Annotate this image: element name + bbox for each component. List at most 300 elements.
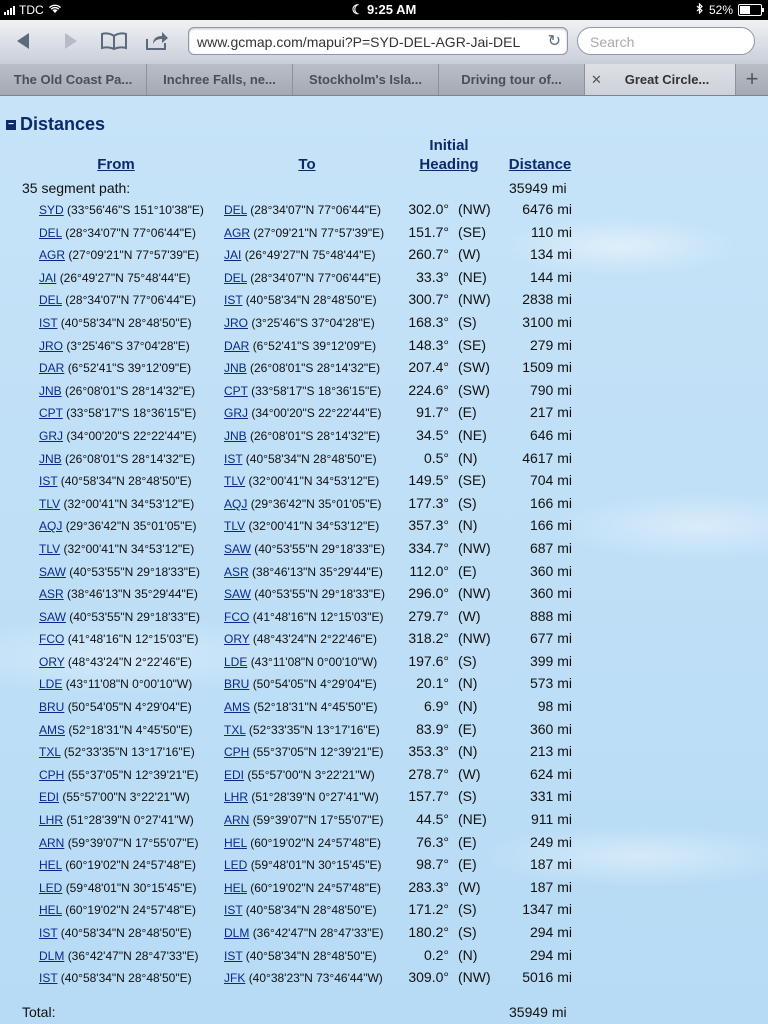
tab-stockholm[interactable]: Stockholm's Isla... xyxy=(293,64,439,95)
share-button[interactable] xyxy=(144,28,170,54)
from-airport-link[interactable]: AMS xyxy=(39,722,66,737)
distance-value: 2838 mi xyxy=(522,291,572,308)
heading-value: 112.0° xyxy=(409,562,449,579)
table-row xyxy=(0,786,768,809)
table-row xyxy=(0,606,768,629)
new-tab-button[interactable]: + xyxy=(735,64,768,95)
battery-fill xyxy=(740,6,750,14)
to-cell xyxy=(224,429,380,443)
from-airport-link[interactable]: LDE xyxy=(39,677,63,692)
from-cell xyxy=(39,655,192,669)
table-row xyxy=(0,583,768,606)
heading-value: 353.3° xyxy=(408,743,449,760)
from-coordinates: (51°28'39"N 0°27'41"W) xyxy=(66,813,194,828)
from-coordinates: (48°43'24"N 2°22'46"E) xyxy=(67,654,193,669)
distance-value: 294 mi xyxy=(529,924,572,940)
table-row xyxy=(0,651,768,674)
from-cell xyxy=(39,452,195,466)
from-coordinates: (27°09'21"N 77°57'39"E) xyxy=(68,248,200,263)
to-coordinates: (40°58'34"N 28°48'50"E) xyxy=(245,948,377,963)
to-cell xyxy=(224,858,381,872)
to-cell xyxy=(224,339,376,353)
from-sort-link[interactable]: From xyxy=(97,156,135,173)
from-cell xyxy=(39,858,196,872)
book-icon xyxy=(101,32,127,50)
to-airport-link[interactable]: IST xyxy=(224,948,243,963)
from-airport-link[interactable]: CPH xyxy=(39,767,65,782)
to-coordinates: (6°52'41"S 39°12'09"E) xyxy=(252,338,377,353)
to-coordinates: (28°34'07"N 77°06'44"E) xyxy=(250,270,382,285)
from-cell xyxy=(39,723,192,737)
heading-value: 300.7° xyxy=(408,291,449,308)
distance-value: 166 mi xyxy=(529,517,572,534)
table-row xyxy=(0,515,768,538)
to-coordinates: (28°34'07"N 77°06'44"E) xyxy=(250,203,382,217)
header-initial: Initial xyxy=(429,137,469,154)
from-coordinates: (36°42'47"N 28°47'33"E) xyxy=(67,948,199,963)
from-airport-link[interactable]: IST xyxy=(39,971,58,986)
from-coordinates: (55°57'00"N 3°22'21"W) xyxy=(62,790,190,805)
table-row xyxy=(0,673,768,696)
to-cell xyxy=(224,203,381,217)
to-airport-link[interactable]: AQJ xyxy=(224,496,248,511)
from-cell xyxy=(39,203,204,217)
from-cell xyxy=(39,497,194,511)
to-cell xyxy=(224,361,380,375)
from-coordinates: (26°08'01"S 28°14'32"E) xyxy=(65,383,196,398)
from-coordinates: (52°33'35"N 13°17'16"E) xyxy=(63,745,195,760)
to-airport-link[interactable]: JNB xyxy=(224,428,247,443)
to-coordinates: (32°00'41"N 34°53'12"E) xyxy=(248,474,380,489)
tab-old-coast[interactable]: The Old Coast Pa... xyxy=(0,64,147,95)
distance-value: 98 mi xyxy=(537,698,572,715)
to-airport-link[interactable]: JRO xyxy=(224,315,248,330)
from-airport-link[interactable]: IST xyxy=(39,315,58,330)
from-coordinates: (26°08'01"S 28°14'32"E) xyxy=(65,451,196,466)
cardinal-direction: (NW) xyxy=(458,630,491,647)
forward-button[interactable] xyxy=(58,28,82,54)
from-coordinates: (33°56'46"S 151°10'38"E) xyxy=(67,203,204,217)
to-airport-link[interactable]: EDI xyxy=(224,767,245,782)
to-cell xyxy=(224,836,381,850)
to-cell xyxy=(224,384,381,398)
moon-icon: ☾ xyxy=(351,2,364,17)
distance-value: 1509 mi xyxy=(522,359,572,376)
from-cell xyxy=(39,293,196,307)
table-row xyxy=(0,899,768,922)
from-cell xyxy=(39,926,192,940)
from-coordinates: (34°00'20"S 22°22'44"E) xyxy=(66,428,197,443)
to-sort-link[interactable]: To xyxy=(298,156,316,173)
to-coordinates: (59°39'07"N 17°55'07"E) xyxy=(252,813,384,828)
search-box[interactable] xyxy=(577,27,755,55)
to-airport-link[interactable]: FCO xyxy=(224,609,250,624)
share-icon xyxy=(145,31,169,51)
distance-value: 646 mi xyxy=(529,426,572,443)
to-cell xyxy=(224,768,375,782)
from-airport-link[interactable]: JNB xyxy=(39,451,62,466)
table-row xyxy=(0,470,768,493)
to-coordinates: (52°33'35"N 13°17'16"E) xyxy=(248,722,380,737)
address-bar[interactable] xyxy=(188,27,568,55)
distance-value: 6476 mi xyxy=(522,201,572,217)
table-row xyxy=(0,538,768,561)
to-coordinates: (34°00'20"S 22°22'44"E) xyxy=(251,406,382,421)
heading-value: 283.3° xyxy=(408,878,449,895)
to-airport-link[interactable]: LDE xyxy=(224,654,248,669)
tab-inchree-falls[interactable]: Inchree Falls, ne... xyxy=(147,64,293,95)
distance-value: 360 mi xyxy=(529,585,572,602)
from-airport-link[interactable]: ARN xyxy=(39,835,65,850)
to-coordinates: (60°19'02"N 24°57'48"E) xyxy=(250,880,382,895)
from-airport-link[interactable]: DLM xyxy=(39,948,65,963)
to-cell xyxy=(224,497,381,511)
cardinal-direction: (E) xyxy=(458,856,477,873)
to-coordinates: (40°58'34"N 28°48'50"E) xyxy=(245,451,377,466)
distance-sort-link[interactable]: Distance xyxy=(508,156,572,173)
from-coordinates: (59°39'07"N 17°55'07"E) xyxy=(67,835,199,850)
to-airport-link[interactable]: TXL xyxy=(224,722,246,737)
table-row xyxy=(0,289,768,312)
table-row xyxy=(0,312,768,335)
from-airport-link[interactable]: AGR xyxy=(39,248,66,263)
to-cell xyxy=(224,587,385,601)
battery-icon xyxy=(738,4,762,16)
from-airport-link[interactable]: DEL xyxy=(39,225,62,240)
distance-value: 134 mi xyxy=(529,246,572,263)
section-title: Distances xyxy=(20,114,106,134)
cardinal-direction: (NW) xyxy=(458,969,491,986)
to-airport-link[interactable]: JFK xyxy=(224,971,246,986)
heading-value: 334.7° xyxy=(408,539,449,556)
cardinal-direction: (W) xyxy=(458,607,481,624)
from-airport-link[interactable]: SAW xyxy=(39,564,66,579)
cardinal-direction: (S) xyxy=(458,788,477,805)
to-coordinates: (59°48'01"N 30°15'45"E) xyxy=(250,858,382,873)
heading-value: 76.3° xyxy=(416,833,449,850)
browser-toolbar xyxy=(0,20,768,65)
status-right xyxy=(696,3,762,17)
cardinal-direction: (NW) xyxy=(458,585,491,602)
distance-value: 3100 mi xyxy=(522,313,572,330)
to-coordinates: (3°25'46"S 37°04'28"E) xyxy=(251,315,375,330)
distance-value: 144 mi xyxy=(529,268,572,285)
from-coordinates: (40°58'34"N 28°48'50"E) xyxy=(60,315,192,330)
from-airport-link[interactable]: JRO xyxy=(39,338,63,353)
to-coordinates: (29°36'42"N 35°01'05"E) xyxy=(250,496,382,511)
from-airport-link[interactable]: GRJ xyxy=(39,428,63,443)
from-cell xyxy=(39,565,200,579)
search-input[interactable] xyxy=(588,33,742,51)
cardinal-direction: (W) xyxy=(458,765,481,782)
to-airport-link[interactable]: AMS xyxy=(224,700,251,715)
to-airport-link[interactable]: JAI xyxy=(224,248,242,263)
to-cell xyxy=(224,790,379,804)
to-airport-link[interactable]: CPH xyxy=(224,745,250,760)
close-tab-icon[interactable]: ✕ xyxy=(591,72,602,87)
from-airport-link[interactable]: LED xyxy=(39,880,63,895)
from-cell xyxy=(39,519,196,533)
distance-value: 4617 mi xyxy=(522,449,572,466)
table-row xyxy=(0,877,768,900)
table-row xyxy=(0,696,768,719)
tab-bar xyxy=(0,64,768,96)
distance-value: 217 mi xyxy=(529,404,572,421)
from-airport-link[interactable]: ORY xyxy=(39,654,65,669)
from-cell xyxy=(39,474,192,488)
from-cell xyxy=(39,339,190,353)
to-airport-link[interactable]: TLV xyxy=(224,474,246,489)
to-airport-link[interactable]: DEL xyxy=(224,270,247,285)
clock-label: 9:25 AM xyxy=(366,2,417,17)
distance-value: 187 mi xyxy=(529,856,572,873)
to-airport-link[interactable]: BRU xyxy=(224,677,250,692)
from-cell xyxy=(39,971,192,985)
from-coordinates: (50°54'05"N 4°29'04"E) xyxy=(67,700,192,715)
to-coordinates: (48°43'24"N 2°22'46"E) xyxy=(252,632,378,647)
from-cell xyxy=(39,271,190,285)
table-row xyxy=(0,922,768,945)
to-airport-link[interactable]: JNB xyxy=(224,361,247,376)
status-time xyxy=(0,2,768,18)
cardinal-direction: (SW) xyxy=(458,381,490,398)
heading-value: 0.5° xyxy=(423,449,449,466)
to-coordinates: (33°58'17"S 18°36'15"E) xyxy=(251,383,382,398)
distance-value: 704 mi xyxy=(529,472,572,489)
table-row xyxy=(0,425,768,448)
to-cell xyxy=(224,316,375,330)
to-airport-link[interactable]: ARN xyxy=(224,813,250,828)
to-coordinates: (43°11'08"N 0°00'10"W) xyxy=(250,654,378,669)
from-airport-link[interactable]: DEL xyxy=(39,293,62,308)
to-airport-link[interactable]: DEL xyxy=(224,203,247,217)
to-airport-link[interactable]: AGR xyxy=(224,225,251,240)
cardinal-direction: (N) xyxy=(458,675,478,692)
from-airport-link[interactable]: IST xyxy=(39,926,58,940)
to-cell xyxy=(224,248,375,262)
table-row xyxy=(0,222,768,245)
to-coordinates: (41°48'16"N 12°15'03"E) xyxy=(252,609,384,624)
from-airport-link[interactable]: HEL xyxy=(39,858,62,873)
cardinal-direction: (NW) xyxy=(458,201,491,217)
to-coordinates: (26°49'27"N 75°48'44"E) xyxy=(244,248,376,263)
from-airport-link[interactable]: TLV xyxy=(39,496,61,511)
heading-value: 148.3° xyxy=(408,336,449,353)
distance-value: 213 mi xyxy=(529,743,572,760)
to-coordinates: (51°28'39"N 0°27'41"W) xyxy=(251,790,379,805)
from-airport-link[interactable]: TLV xyxy=(39,541,61,556)
to-airport-link[interactable]: CPT xyxy=(224,383,248,398)
to-coordinates: (32°00'41"N 34°53'12"E) xyxy=(248,519,380,534)
header-distance[interactable] xyxy=(500,156,580,173)
heading-value: 278.7° xyxy=(408,765,449,782)
cardinal-direction: (SE) xyxy=(458,223,486,240)
from-airport-link[interactable]: DAR xyxy=(39,361,65,376)
from-coordinates: (40°53'55"N 29°18'33"E) xyxy=(69,609,201,624)
to-cell xyxy=(224,926,383,940)
to-cell xyxy=(224,700,377,714)
to-cell xyxy=(224,677,377,691)
cardinal-direction: (N) xyxy=(458,517,478,534)
from-coordinates: (38°46'13"N 35°29'44"E) xyxy=(67,587,198,602)
heading-value: 177.3° xyxy=(408,494,449,511)
to-cell xyxy=(224,226,384,240)
to-airport-link[interactable]: LHR xyxy=(224,790,249,805)
from-coordinates: (32°00'41"N 34°53'12"E) xyxy=(63,541,195,556)
from-coordinates: (55°37'05"N 12°39'21"E) xyxy=(67,767,199,782)
from-coordinates: (28°34'07"N 77°06'44"E) xyxy=(65,293,197,308)
distance-value: 294 mi xyxy=(529,946,572,963)
table-row xyxy=(0,493,768,516)
to-coordinates: (38°46'13"N 35°29'44"E) xyxy=(252,564,383,579)
to-airport-link[interactable]: HEL xyxy=(224,880,247,895)
distance-value: 790 mi xyxy=(529,381,572,398)
heading-value: 168.3° xyxy=(408,313,449,330)
from-coordinates: (26°49'27"N 75°48'44"E) xyxy=(59,270,191,285)
bookmarks-button[interactable] xyxy=(100,28,128,54)
cardinal-direction: (SW) xyxy=(458,359,490,376)
table-row xyxy=(0,628,768,651)
to-airport-link[interactable]: SAW xyxy=(224,587,251,602)
from-coordinates: (40°58'34"N 28°48'50"E) xyxy=(60,971,192,986)
from-cell xyxy=(39,361,191,375)
tab-driving-tour[interactable]: Driving tour of... xyxy=(439,64,585,95)
distance-value: 187 mi xyxy=(529,878,572,895)
from-coordinates: (41°48'16"N 12°15'03"E) xyxy=(67,632,199,647)
from-cell xyxy=(39,790,190,804)
heading-value: 91.7° xyxy=(416,404,449,421)
from-airport-link[interactable]: EDI xyxy=(39,790,60,805)
to-airport-link[interactable]: IST xyxy=(224,451,243,466)
to-coordinates: (40°58'34"N 28°48'50"E) xyxy=(245,293,377,308)
from-airport-link[interactable]: JAI xyxy=(39,270,57,285)
cardinal-direction: (E) xyxy=(458,404,477,421)
from-cell xyxy=(39,881,196,895)
to-airport-link[interactable]: LED xyxy=(224,858,248,873)
from-airport-link[interactable]: FCO xyxy=(39,632,65,647)
to-cell xyxy=(224,745,383,759)
cardinal-direction: (W) xyxy=(458,246,481,263)
table-row xyxy=(0,267,768,290)
cardinal-direction: (W) xyxy=(458,878,481,895)
distance-value: 573 mi xyxy=(529,675,572,692)
table-row xyxy=(0,199,768,222)
header-from[interactable] xyxy=(82,156,150,173)
from-coordinates: (33°58'17"S 18°36'15"E) xyxy=(66,406,197,421)
to-airport-link[interactable]: HEL xyxy=(224,835,247,850)
to-coordinates: (40°58'34"N 28°48'50"E) xyxy=(245,903,377,918)
table-row xyxy=(0,448,768,471)
table-row xyxy=(0,402,768,425)
from-cell xyxy=(39,768,198,782)
tab-great-circle-label: Great Circle... xyxy=(624,72,710,87)
distance-value: 911 mi xyxy=(531,811,572,828)
heading-value: 44.5° xyxy=(416,811,449,828)
cardinal-direction: (NE) xyxy=(458,811,487,828)
cardinal-direction: (NE) xyxy=(458,268,487,285)
segments-table xyxy=(0,199,768,990)
back-button[interactable] xyxy=(12,28,36,54)
tab-great-circle[interactable] xyxy=(585,64,736,95)
from-airport-link[interactable]: LHR xyxy=(39,813,64,828)
from-cell xyxy=(39,316,192,330)
table-row xyxy=(0,945,768,968)
from-coordinates: (28°34'07"N 77°06'44"E) xyxy=(65,225,197,240)
collapse-icon[interactable]: − xyxy=(6,120,16,130)
to-cell xyxy=(224,610,383,624)
to-airport-link[interactable]: SAW xyxy=(224,541,251,556)
header-to[interactable] xyxy=(280,156,334,173)
distance-value: 331 mi xyxy=(529,788,572,805)
total-distance: 35949 mi xyxy=(509,1004,567,1020)
from-cell xyxy=(39,632,198,646)
to-airport-link[interactable]: ORY xyxy=(224,632,250,647)
heading-sort-link[interactable]: Heading xyxy=(419,156,479,173)
to-airport-link[interactable]: ASR xyxy=(224,564,249,579)
from-cell xyxy=(39,587,198,601)
from-airport-link[interactable]: SYD xyxy=(39,203,64,217)
to-cell xyxy=(224,813,383,827)
from-airport-link[interactable]: ASR xyxy=(39,587,64,602)
from-cell xyxy=(39,813,194,827)
to-cell xyxy=(224,881,381,895)
to-cell xyxy=(224,293,377,307)
from-airport-link[interactable]: BRU xyxy=(39,700,65,715)
distance-value: 166 mi xyxy=(529,494,572,511)
from-airport-link[interactable]: AQJ xyxy=(39,519,63,534)
from-airport-link[interactable]: CPT xyxy=(39,406,63,421)
status-bar xyxy=(0,0,768,20)
from-coordinates: (29°36'42"N 35°01'05"E) xyxy=(65,519,197,534)
from-airport-link[interactable]: SAW xyxy=(39,609,66,624)
from-airport-link[interactable]: IST xyxy=(39,474,58,489)
page-content xyxy=(0,96,768,1024)
to-airport-link[interactable]: DLM xyxy=(224,926,250,940)
to-airport-link[interactable]: DAR xyxy=(224,338,250,353)
to-airport-link[interactable]: TLV xyxy=(224,519,246,534)
distance-value: 110 mi xyxy=(531,223,572,240)
header-heading[interactable] xyxy=(410,156,488,173)
from-coordinates: (59°48'01"N 30°15'45"E) xyxy=(65,880,197,895)
from-coordinates: (40°58'34"N 28°48'50"E) xyxy=(60,474,192,489)
to-airport-link[interactable]: IST xyxy=(224,903,243,918)
reload-icon[interactable]: ↻ xyxy=(547,33,561,50)
heading-value: 33.3° xyxy=(416,268,449,285)
heading-value: 279.7° xyxy=(408,607,449,624)
from-airport-link[interactable]: JNB xyxy=(39,383,62,398)
table-row xyxy=(0,357,768,380)
cardinal-direction: (S) xyxy=(458,901,477,918)
from-airport-link[interactable]: HEL xyxy=(39,903,62,918)
url-text[interactable]: www.gcmap.com/mapui?P=SYD-DEL-AGR-Jai-DEL xyxy=(197,34,521,50)
to-coordinates: (50°54'05"N 4°29'04"E) xyxy=(252,677,377,692)
from-cell xyxy=(39,226,196,240)
to-cell xyxy=(224,949,377,963)
table-row xyxy=(0,764,768,787)
heading-value: 171.2° xyxy=(408,901,449,918)
from-coordinates: (43°11'08"N 0°00'10"W) xyxy=(65,677,193,692)
from-cell xyxy=(39,903,196,917)
from-cell xyxy=(39,677,192,691)
to-cell xyxy=(224,723,380,737)
heading-value: 357.3° xyxy=(408,517,449,534)
to-airport-link[interactable]: IST xyxy=(224,293,243,308)
cardinal-direction: (SE) xyxy=(458,336,486,353)
cardinal-direction: (N) xyxy=(458,743,478,760)
from-airport-link[interactable]: TXL xyxy=(39,745,61,760)
to-airport-link[interactable]: GRJ xyxy=(224,406,248,421)
forward-arrow-icon xyxy=(61,32,79,50)
